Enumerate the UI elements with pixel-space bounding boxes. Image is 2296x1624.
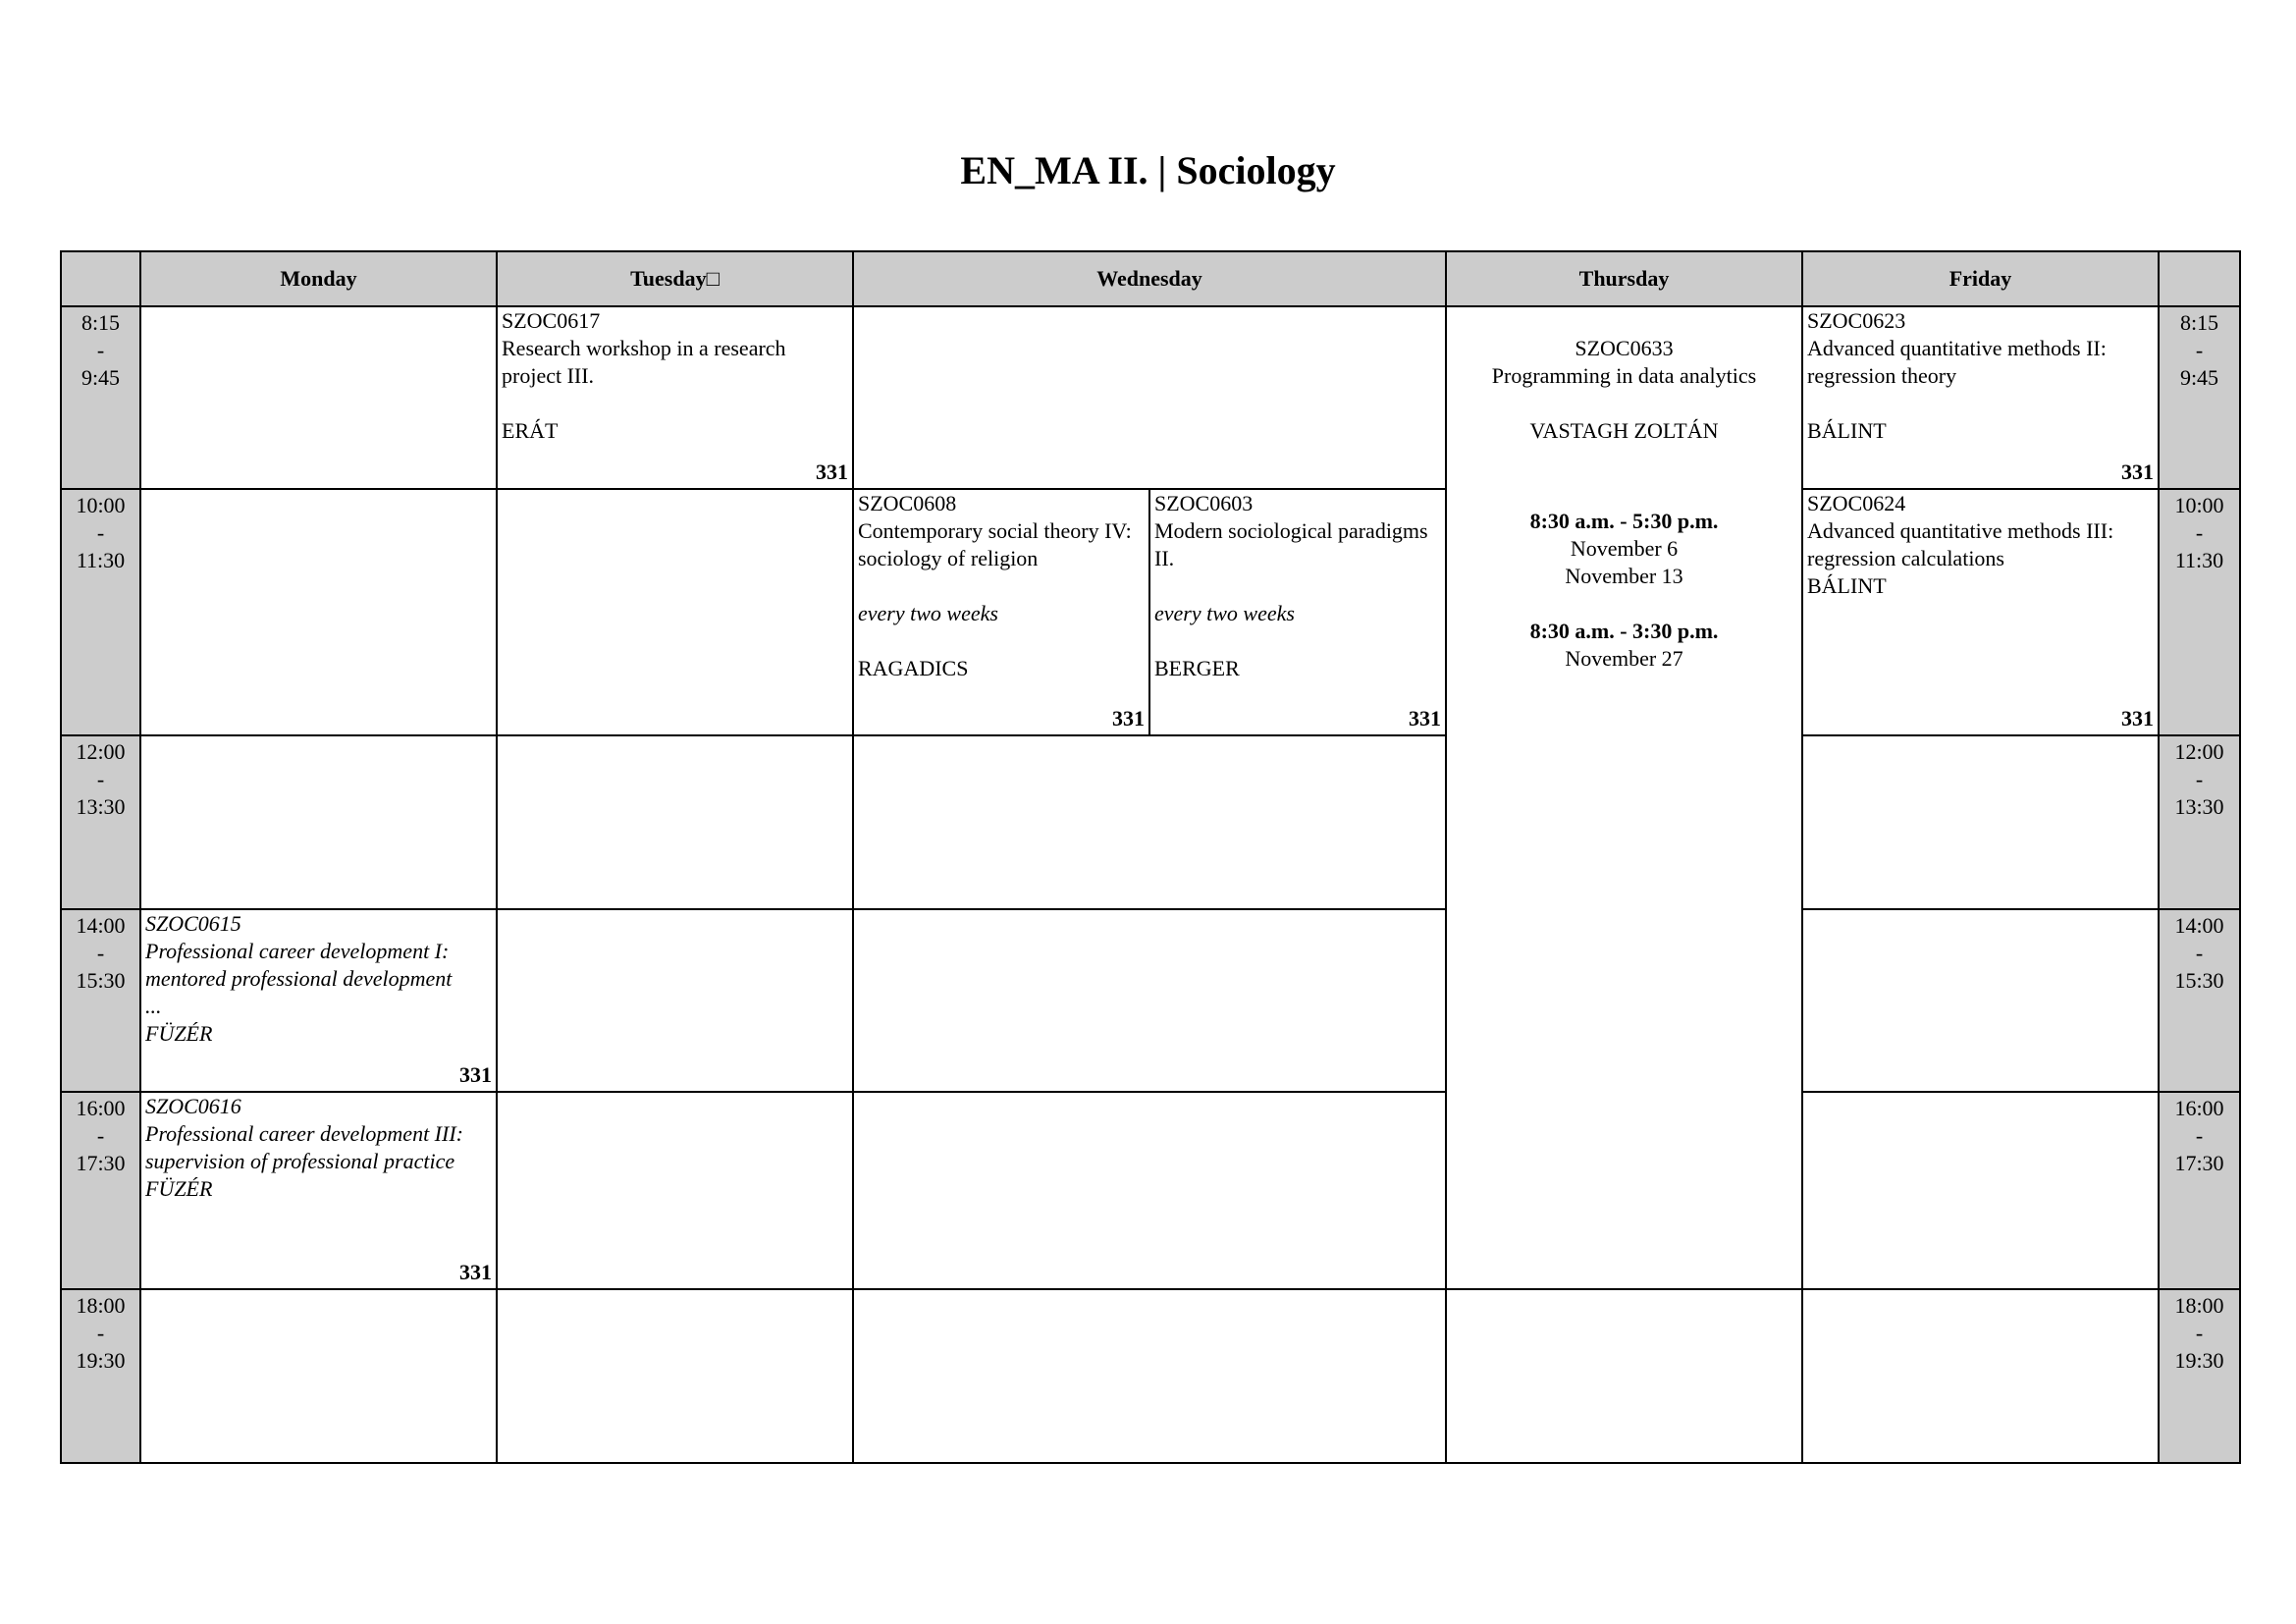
course-code: SZOC0603 (1154, 491, 1254, 515)
header-tuesday: Tuesday□ (497, 251, 853, 306)
empty-cell (497, 1092, 853, 1289)
course-name: Professional career development III: supervision of professional practice (145, 1121, 463, 1173)
course-room: 331 (459, 1260, 492, 1284)
course-name: Professional career development I: mentored professional development (145, 939, 453, 991)
empty-cell (140, 489, 497, 735)
time-slot: 14:00 - 15:30 (2159, 909, 2240, 1092)
course-code: SZOC0624 (1807, 491, 1906, 515)
course-cell (853, 489, 1149, 735)
course-teacher: FÜZÉR (145, 1021, 213, 1046)
course-teacher: RAGADICS (858, 656, 969, 680)
course-name: Modern sociological paradigms II. (1154, 518, 1428, 570)
course-cell (1149, 489, 1446, 735)
course-room: 331 (1112, 706, 1145, 731)
course-room: 331 (816, 460, 848, 484)
course-name: Programming in data analytics (1491, 363, 1757, 388)
empty-cell (497, 489, 853, 735)
table-row (61, 909, 2240, 1092)
time-slot: 14:00 - 15:30 (61, 909, 140, 1092)
course-name: Advanced quantitative methods II: regression theory (1807, 336, 2107, 388)
table-row (61, 1289, 2240, 1463)
course-teacher: ERÁT (502, 418, 559, 443)
course-code: SZOC0617 (502, 308, 601, 333)
course-teacher: BÁLINT (1807, 573, 1887, 598)
header-wednesday: Wednesday (853, 251, 1446, 306)
time-slot: 10:00 - 11:30 (2159, 489, 2240, 735)
header-time-left (61, 251, 140, 306)
table-row (61, 735, 2240, 909)
header-monday: Monday (140, 251, 497, 306)
empty-cell (140, 735, 497, 909)
course-code: SZOC0615 (145, 911, 241, 936)
course-cell (497, 306, 853, 489)
page-title: EN_MA II. | Sociology (960, 148, 1336, 192)
course-name: Contemporary social theory IV: sociology of religion (858, 518, 1132, 570)
course-teacher: BERGER (1154, 656, 1240, 680)
empty-cell (1802, 1289, 2159, 1463)
empty-cell (1802, 909, 2159, 1092)
empty-cell (1446, 1289, 1802, 1463)
course-teacher: BÁLINT (1807, 418, 1887, 443)
time-slot: 8:15 - 9:45 (2159, 306, 2240, 489)
empty-cell (1802, 1092, 2159, 1289)
course-time: 8:30 a.m. - 5:30 p.m. (1529, 509, 1719, 533)
header-friday: Friday (1802, 251, 2159, 306)
empty-cell (853, 735, 1446, 909)
empty-cell (853, 1092, 1446, 1289)
table-row (61, 306, 2240, 489)
header-time-right (2159, 251, 2240, 306)
time-slot: 12:00 - 13:30 (61, 735, 140, 909)
course-cell (1802, 306, 2159, 489)
empty-cell (497, 1289, 853, 1463)
course-note: every two weeks (858, 601, 998, 625)
time-slot: 10:00 - 11:30 (61, 489, 140, 735)
table-row (61, 489, 2240, 735)
course-name: Research workshop in a research project III. (502, 336, 786, 388)
time-slot: 16:00 - 17:30 (61, 1092, 140, 1289)
time-slot: 12:00 - 13:30 (2159, 735, 2240, 909)
time-slot: 8:15 - 9:45 (61, 306, 140, 489)
timetable (60, 250, 2241, 1464)
course-note: every two weeks (1154, 601, 1295, 625)
header-thursday: Thursday (1446, 251, 1802, 306)
course-cell (140, 909, 497, 1092)
empty-cell (1802, 735, 2159, 909)
course-cell (140, 1092, 497, 1289)
table-row (61, 1092, 2240, 1289)
course-room: 331 (459, 1062, 492, 1087)
course-name: Advanced quantitative methods III: regression calculations (1807, 518, 2114, 570)
time-slot: 18:00 - 19:30 (2159, 1289, 2240, 1463)
course-date: November 27 (1565, 646, 1683, 671)
course-teacher: FÜZÉR (145, 1176, 213, 1201)
course-code: SZOC0633 (1575, 336, 1674, 360)
course-cell (1802, 489, 2159, 735)
header-row (61, 251, 2240, 306)
empty-cell (853, 1289, 1446, 1463)
time-slot: 16:00 - 17:30 (2159, 1092, 2240, 1289)
course-room: 331 (1409, 706, 1441, 731)
empty-cell (853, 909, 1446, 1092)
empty-cell (140, 1289, 497, 1463)
course-room: 331 (2121, 706, 2154, 731)
course-ellipsis: ... (145, 994, 162, 1018)
empty-cell (497, 735, 853, 909)
course-date: November 13 (1565, 564, 1683, 588)
course-date: November 6 (1570, 536, 1679, 561)
empty-cell (497, 909, 853, 1092)
course-time: 8:30 a.m. - 3:30 p.m. (1529, 619, 1719, 643)
course-cell (1446, 306, 1802, 1289)
course-code: SZOC0623 (1807, 308, 1906, 333)
course-room: 331 (2121, 460, 2154, 484)
time-slot: 18:00 - 19:30 (61, 1289, 140, 1463)
empty-cell (140, 306, 497, 489)
course-code: SZOC0608 (858, 491, 957, 515)
course-code: SZOC0616 (145, 1094, 241, 1118)
empty-cell (853, 306, 1446, 489)
course-teacher: VASTAGH ZOLTÁN (1529, 418, 1719, 443)
